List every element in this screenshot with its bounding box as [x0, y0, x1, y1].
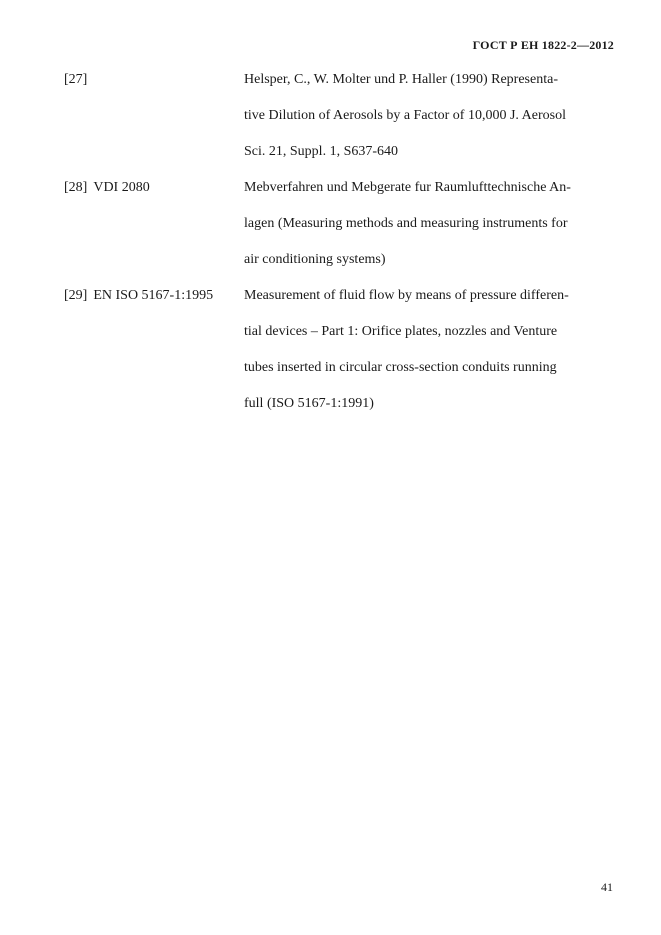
reference-text-line: full (ISO 5167-1:1991): [244, 396, 374, 411]
reference-text-line: air conditioning systems): [244, 252, 386, 267]
reference-number: [27]: [64, 72, 88, 87]
reference-number: [29]: [64, 288, 88, 303]
reference-number: [28]: [64, 180, 88, 195]
reference-text-line: tial devices – Part 1: Orifice plates, nozzles and Venture: [244, 324, 558, 339]
reference-text: [244, 62, 616, 170]
reference-text-line: tubes inserted in circular cross-section conduits running: [244, 360, 557, 375]
reference-text-line: Sci. 21, Suppl. 1, S637-640: [244, 144, 399, 159]
reference-text-line: Measurement of fluid flow by means of pressure differen-: [244, 288, 569, 303]
page-number: 41: [601, 880, 613, 894]
reference-text-line: Helsper, C., W. Molter und P. Haller (1990) Representa-: [244, 72, 558, 87]
reference-label: [64, 278, 244, 314]
reference-text: [244, 278, 616, 422]
reference-entry-29: [64, 278, 616, 422]
reference-entry-27: [64, 62, 616, 170]
reference-text: [244, 170, 616, 278]
reference-entry-28: [64, 170, 616, 278]
reference-label: [64, 170, 244, 206]
reference-code: VDI 2080: [93, 180, 150, 195]
reference-code: EN ISO 5167-1:1995: [93, 288, 214, 303]
reference-text-line: lagen (Measuring methods and measuring instruments for: [244, 216, 568, 231]
reference-text-line: tive Dilution of Aerosols by a Factor of 10,000 J. Aerosol: [244, 108, 566, 123]
document-header: ГОСТ Р ЕН 1822-2—2012: [472, 38, 614, 52]
reference-text-line: Mebverfahren und Mebgerate fur Raumlufttechnische An-: [244, 180, 571, 195]
reference-label: [64, 62, 244, 98]
bibliography-list: [64, 62, 616, 422]
